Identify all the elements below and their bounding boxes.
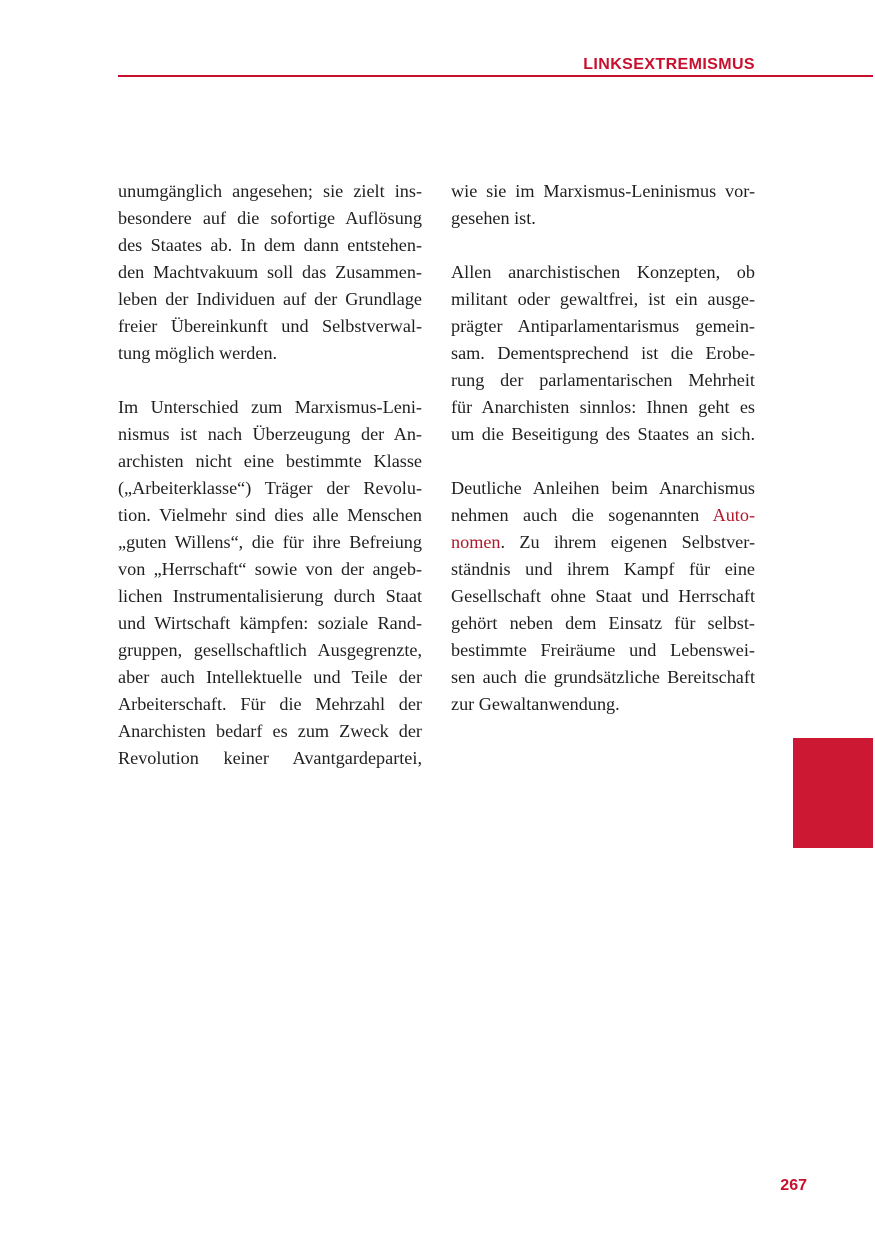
text-line: leben der Individuen auf der Grundlage <box>118 289 422 309</box>
text-segment: nehmen auch die sogenannten <box>451 505 700 525</box>
text-line: gruppen, gesellschaftlich Ausgegrenzte, <box>118 640 422 660</box>
autonomen-glossary-link[interactable]: Auto- <box>712 505 755 525</box>
text-line: Deutliche Anleihen beim Anarchismus <box>451 478 755 498</box>
text-line: besondere auf die sofortige Auflösung <box>118 208 422 228</box>
page-number: 267 <box>780 1177 807 1194</box>
text-line: ständnis und ihrem Kampf für eine <box>451 559 755 579</box>
text-line: unumgänglich angesehen; sie zielt ins- <box>118 181 422 201</box>
text-line: bestimmte Freiräume und Lebenswei- <box>451 640 755 660</box>
text-line: um die Beseitigung des Staates an sich. <box>451 424 755 444</box>
paragraph-gap <box>451 232 755 259</box>
text-line: prägter Antiparlamentarismus gemein- <box>451 316 755 336</box>
text-line: sen auch die grundsätzliche Bereitschaft <box>451 667 755 687</box>
text-line: Revolution keiner Avantgardepartei, <box>118 748 422 768</box>
text-line: archisten nicht eine bestimmte Klasse <box>118 451 422 471</box>
text-line: gehört neben dem Einsatz für selbst- <box>451 613 755 633</box>
text-line: Anarchisten bedarf es zum Zweck der <box>118 721 422 741</box>
running-head-title: LINKSEXTREMISMUS <box>583 56 755 73</box>
text-line: sam. Dementsprechend ist die Erobe- <box>451 343 755 363</box>
left-text-column <box>118 178 422 772</box>
text-line: Gesellschaft ohne Staat und Herrschaft <box>451 586 755 606</box>
text-line: Arbeiterschaft. Für die Mehrzahl der <box>118 694 422 714</box>
text-line-with-link <box>451 502 755 529</box>
text-line: tung möglich werden. <box>118 343 278 363</box>
text-line: wie sie im Marxismus-Leninismus vor- <box>451 181 755 201</box>
text-line: rung der parlamentarischen Mehrheit <box>451 370 755 390</box>
text-line: Allen anarchistischen Konzepten, ob <box>451 262 755 282</box>
text-line-with-link <box>451 529 755 556</box>
paragraph-gap <box>451 448 755 475</box>
text-line: nismus ist nach Überzeugung der An- <box>118 424 422 444</box>
text-segment: . Zu ihrem eigenen Selbstver- <box>500 532 755 552</box>
text-line: von „Herrschaft“ sowie von der angeb- <box>118 559 422 579</box>
chapter-thumb-tab <box>793 738 873 848</box>
text-line: gesehen ist. <box>451 208 536 228</box>
text-line: den Machtvakuum soll das Zusammen- <box>118 262 422 282</box>
text-line: des Staates ab. In dem dann entstehen- <box>118 235 422 255</box>
text-line: aber auch Intellektuelle und Teile der <box>118 667 422 687</box>
autonomen-glossary-link-continued[interactable]: nomen <box>451 532 501 552</box>
text-line: „guten Willens“, die für ihre Befreiung <box>118 532 422 552</box>
header-rule <box>118 75 873 77</box>
text-line: und Wirtschaft kämpfen: soziale Rand- <box>118 613 422 633</box>
text-line: zur Gewaltanwendung. <box>451 694 620 714</box>
text-line: („Arbeiterklasse“) Träger der Revolu- <box>118 478 422 498</box>
text-line: tion. Vielmehr sind dies alle Menschen <box>118 505 422 525</box>
paragraph-gap <box>118 367 422 394</box>
text-line: Im Unterschied zum Marxismus-Leni- <box>118 397 422 417</box>
text-line: freier Übereinkunft und Selbstverwal- <box>118 316 422 336</box>
text-line: lichen Instrumentalisierung durch Staat <box>118 586 422 606</box>
text-line: militant oder gewaltfrei, ist ein ausge- <box>451 289 755 309</box>
right-text-column <box>451 178 755 718</box>
text-line: für Anarchisten sinnlos: Ihnen geht es <box>451 397 755 417</box>
